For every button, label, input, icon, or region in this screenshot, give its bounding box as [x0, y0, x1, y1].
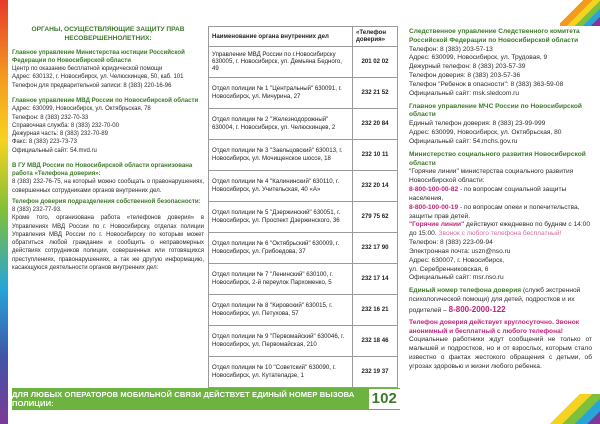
- org-name: Отдел полиции № 2 "Железнодорожный" 630004, г. Новосибирск, ул. Челюскинцев, 2: [209, 108, 353, 139]
- mchs-site: Официальный сайт: 54.mchs.gov.ru: [409, 137, 518, 145]
- org-name: Отдел полиции № 1 "Центральный" 630091, г. Новосибирск, ул. Мичурина, 27: [209, 77, 353, 108]
- sk-heading: Следственное управление Следственного комитета Российской Федерации по Новосибирской области: [409, 28, 580, 44]
- social-heading: Министерство социального развития Новосибирской области: [409, 150, 586, 167]
- social-line2-number: 8-800-100-00-19: [409, 203, 459, 211]
- mchs-address: Адрес: 630099, Новосибирск, ул. Октябрьская, 80: [409, 129, 562, 137]
- table-header-name: Наименование органа внутренних дел: [209, 27, 353, 47]
- single-text: (служб экстренной психологической помощи) для детей, подростков и их родителей –: [409, 287, 581, 314]
- social-phone: Телефон: 8 (383) 223-09-94: [409, 239, 493, 247]
- social-intro: "Горячие линии" министерства социального развития Новосибирской области:: [409, 168, 574, 185]
- table-header-phone: «Телефон доверия»: [353, 27, 398, 47]
- column-left: [12, 26, 204, 272]
- sk-site: Официальный сайт: msk.sledcom.ru: [409, 89, 520, 97]
- table-row: [209, 356, 398, 387]
- org-name: Отдел полиции № 5 "Дзержинский" 630051, г. Новосибирск, ул. Проспект Дзержинского, 36: [209, 201, 353, 232]
- social-line1-number: 8-800-100-00-82: [409, 186, 459, 194]
- police-table: [208, 26, 398, 388]
- section-title: ОРГАНЫ, ОСУЩЕСТВЛЯЮЩИЕ ЗАЩИТУ ПРАВ НЕСОВЕРШЕННОЛЕТНИХ:: [31, 26, 185, 42]
- table-row: [209, 46, 398, 77]
- social-email: Электронная почта: uszn@nso.ru: [409, 247, 511, 255]
- org-name: Отдел полиции № 3 "Заельцовский" 630013, г. Новосибирск, ул. Мочищенское шоссе, 18: [209, 139, 353, 170]
- org-phone: 232 16 21: [353, 294, 398, 325]
- social-site: Официальный сайт: msr.nso.ru: [409, 274, 504, 282]
- ministry-heading: Главное управление Министерства юстиции Российской Федерации по Новосибирской области: [12, 48, 185, 64]
- org-name: Управление МВД России по г.Новосибирску 630005, г. Новосибирск, ул. Демьяна Бедного, 49: [209, 46, 353, 77]
- social-address2: ул. Серебренниковская, 6: [409, 265, 489, 273]
- org-name: Отдел полиции № 9 "Первомайский" 630046, г. Новосибирск, ул. Первомайская, 210: [209, 325, 353, 356]
- table-row: [209, 108, 398, 139]
- table-row: [209, 170, 398, 201]
- mvd-duty: Дежурная часть: 8 (383) 232-70-89: [12, 131, 108, 138]
- banner-number: 102: [369, 389, 400, 409]
- ministry-address: Адрес: 630132, г. Новосибирск, ул. Челюскинцев, 50, каб. 101: [12, 74, 184, 81]
- org-name: Отдел полиции № 7 "Ленинский" 630100, г. Новосибирск, 2-й переулок Пархоменко, 5: [209, 263, 353, 294]
- hotlines-label: "Горячие линии": [409, 221, 465, 229]
- mvd-site: Официальный сайт: 54.mvd.ru: [12, 147, 97, 154]
- org-phone: 232 19 37: [353, 356, 398, 387]
- security-phone: 8 (383) 232-77-93.: [12, 207, 62, 214]
- hotlines-hours: действуют ежедневно по будням с 14:00 до 15:00.: [409, 221, 591, 238]
- org-phone: 232 21 52: [353, 77, 398, 108]
- org-name: Отдел полиции № 10 "Советский" 630090, г. Новосибирск, ул. Кутателадзе, 1: [209, 356, 353, 387]
- mvd-heading: Главное управление МВД России по Новосибирской области: [12, 97, 199, 105]
- org-phone: 232 20 84: [353, 108, 398, 139]
- mvd-fax: Факс: 8 (383) 223-73-73: [12, 139, 77, 146]
- banner-text: ДЛЯ ЛЮБЫХ ОПЕРАТОРОВ МОБИЛЬНОЙ СВЯЗИ ДЕЙСТВУЕТ ЕДИНЫЙ НОМЕР ВЫЗОВА ПОЛИЦИИ:: [12, 390, 355, 408]
- column-middle: [208, 26, 398, 388]
- mchs-phone: Единый телефон доверия: 8 (383) 23-99-999: [409, 120, 546, 128]
- single-note: Телефон доверия действует круглосуточно. Звонок анонимный и бесплатный с любого телефона!: [409, 318, 580, 335]
- table-row: [209, 232, 398, 263]
- sk-phone: Телефон: 8 (383) 203-57-13: [409, 45, 493, 53]
- social-line2: [409, 204, 592, 222]
- table-row: [209, 263, 398, 294]
- single-heading: Единый номер телефона доверия: [409, 287, 522, 295]
- social-line1-text: - по вопросам социальной защиты населения,: [409, 186, 567, 202]
- org-name: Отдел полиции № 8 "Кировский" 630015, г. Новосибирск, ул. Петухова, 57: [209, 294, 353, 325]
- rainbow-corner-top: [560, 0, 600, 26]
- rainbow-stripe-left: [0, 0, 8, 424]
- social-hours: [409, 221, 592, 239]
- hotlines-free: Звонок с любого телефона бесплатный!: [438, 230, 562, 238]
- single-number-block: [409, 287, 592, 315]
- social-line2-text: - по вопросам опеки и попечительства, защиты прав детей.: [409, 203, 580, 220]
- sk-child: Телефон "Ребенок в опасности": 8 (383) 363-59-08: [409, 80, 564, 88]
- social-line1: [409, 186, 592, 204]
- ministry-line: Центр по оказанию бесплатной юридической помощи: [12, 66, 163, 73]
- police-banner: [12, 388, 400, 410]
- org-phone: 232 17 14: [353, 263, 398, 294]
- table-row: [209, 201, 398, 232]
- mvd-address: Адрес: 630099, Новосибирск, ул. Октябрьская, 78: [12, 106, 151, 113]
- mchs-heading: Главное управление МЧС России по Новосибирской области: [409, 102, 582, 119]
- org-phone: 232 20 14: [353, 170, 398, 201]
- security-line: [12, 198, 204, 215]
- org-phone: 201 02 02: [353, 46, 398, 77]
- org-name: Отдел полиции № 6 "Октябрьский" 630009, г. Новосибирск, ул. Грибоедова, 37: [209, 232, 353, 263]
- hotline-paragraph: Кроме того, организована работа «телефонов доверия» в Управлениях МВД России по г. Новосибирску, отделах полиции Управления МВД России по г. Новосибирску по которым может обратиться любой гражданин и сообщить о неправомерных действиях сотрудников полиции, совершенных или готовящихся преступлениях, правонарушениях, а так же другую информацию, касающуюся деятельности органов внутренних дел:: [12, 215, 204, 271]
- org-phone: 232 10 11: [353, 139, 398, 170]
- single-paragraph: Социальные работники ждут сообщений не только от малышей и подростков, но и от взрослых, которым стало известно о фактах жестокого обращения с детьми, об угрозах здоровью и жизни любого ребенка.: [409, 336, 592, 370]
- table-row: [209, 139, 398, 170]
- table-row: [209, 294, 398, 325]
- org-phone: 232 17 90: [353, 232, 398, 263]
- mvd-info: Справочная служба: 8 (383) 232-70-00: [12, 122, 119, 129]
- mvd-phone: Телефон: 8 (383) 232-70-33: [12, 114, 89, 121]
- sk-duty: Дежурный телефон: 8 (383) 203-57-39: [409, 63, 526, 71]
- table-row: [209, 325, 398, 356]
- hotline-text: 8 (383) 232-76-75, на который можно сообщать о правонарушениях, совершенных сотрудниками органов внутренних дел.: [12, 179, 204, 194]
- sk-trust: Телефон доверия: 8 (383) 203-57-36: [409, 72, 521, 80]
- sk-address: Адрес: 630099, Новосибирск, ул. Трудовая, 9: [409, 54, 548, 62]
- social-address1: Адрес: 630007, г. Новосибирск,: [409, 256, 505, 264]
- ministry-phone: Телефон для предварительной записи: 8 (383) 220-16-96: [12, 82, 172, 89]
- security-heading: Телефон доверия подразделения собственной безопасности:: [12, 197, 201, 205]
- table-row: [209, 77, 398, 108]
- single-number: 8-800-2000-122: [448, 304, 506, 314]
- org-name: Отдел полиции № 4 "Калининский" 630110, г. Новосибирск, ул. Учительская, 40 «А»: [209, 170, 353, 201]
- rainbow-corner-bottom: [540, 394, 600, 424]
- hotline-heading: В ГУ МВД России по Новосибирской области организована работа «Телефона доверия»:: [12, 161, 193, 178]
- org-phone: 279 75 62: [353, 201, 398, 232]
- table-header-row: [209, 27, 398, 47]
- org-phone: 232 18 46: [353, 325, 398, 356]
- column-right: [409, 28, 592, 372]
